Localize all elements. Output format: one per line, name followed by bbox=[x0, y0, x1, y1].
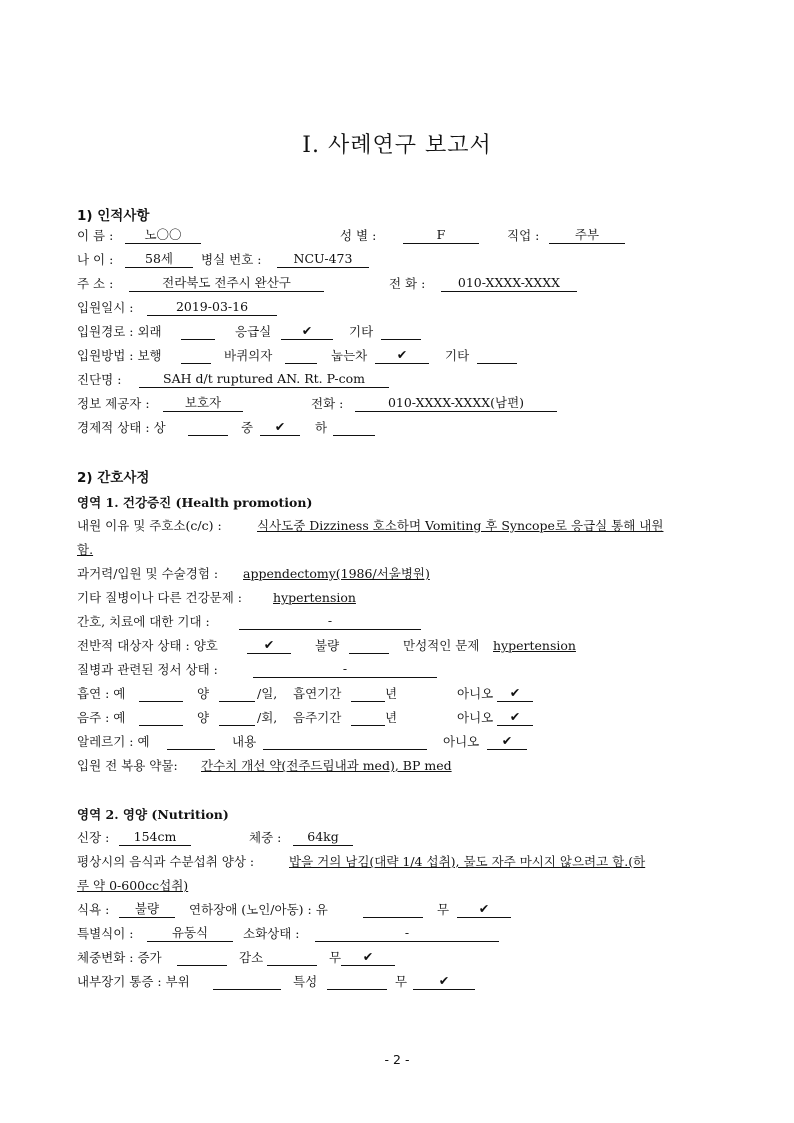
weight-change-up-blank bbox=[177, 948, 227, 966]
report-title: Ⅰ. 사례연구 보고서 bbox=[302, 133, 492, 158]
economic-mid-label: 중 bbox=[241, 420, 254, 435]
row-smoking bbox=[77, 684, 727, 704]
visceral-nature-blank bbox=[327, 972, 387, 990]
drinking-yes-blank bbox=[139, 708, 183, 726]
weight-change-down-blank bbox=[267, 948, 317, 966]
area2-heading: 영역 2. 영양 (Nutrition) bbox=[77, 807, 229, 822]
general-status-label: 전반적 대상자 상태 : 양호 bbox=[77, 638, 218, 653]
diagnosis-value: SAH d/t ruptured AN. Rt. P-com bbox=[139, 370, 389, 388]
past-history-value: appendectomy(1986/서울병원) bbox=[243, 566, 430, 581]
row-chief-complaint-cont bbox=[77, 540, 727, 560]
method-etc-blank bbox=[477, 346, 517, 364]
diet-pattern-value-line2: 루 약 0-600cc섭취) bbox=[77, 878, 189, 893]
expectation-label: 간호, 치료에 대한 기대 : bbox=[77, 614, 210, 629]
informant-label: 정보 제공자 : bbox=[77, 396, 150, 411]
informant-value: 보호자 bbox=[163, 394, 243, 412]
phone-value: 010-XXXX-XXXX bbox=[441, 274, 577, 292]
drinking-label: 음주 : 예 bbox=[77, 710, 126, 725]
visceral-pain-label: 내부장기 통증 : 부위 bbox=[77, 974, 190, 989]
digestion-label: 소화상태 : bbox=[243, 926, 300, 941]
drinking-year-label: 년 bbox=[385, 710, 398, 725]
row-diet-pattern-cont bbox=[77, 876, 727, 896]
route-er-label: 응급실 bbox=[235, 324, 272, 339]
allergy-content-blank bbox=[263, 732, 427, 750]
weight-label: 체중 : bbox=[249, 830, 282, 845]
row-general-status bbox=[77, 636, 727, 656]
method-stretcher-label: 눕는차 bbox=[331, 348, 368, 363]
row-medication bbox=[77, 756, 727, 776]
row-economic bbox=[77, 418, 727, 438]
cc-value-line1: 식사도중 Dizziness 호소하며 Vomiting 후 Syncope로 응급실 통해 내원 bbox=[257, 518, 664, 533]
smoking-label: 흡연 : 예 bbox=[77, 686, 126, 701]
economic-low-label: 하 bbox=[315, 420, 328, 435]
smoking-amount-blank bbox=[219, 684, 255, 702]
row-other-health bbox=[77, 588, 727, 608]
sex-label: 성 별 : bbox=[340, 228, 377, 243]
dysphagia-yes-blank bbox=[363, 900, 423, 918]
weight-value: 64kg bbox=[293, 828, 353, 846]
expectation-value: - bbox=[239, 612, 421, 630]
row-expectation bbox=[77, 612, 727, 632]
method-wheelchair-blank bbox=[285, 346, 317, 364]
address-label: 주 소 : bbox=[77, 276, 114, 291]
section-heading-personal: 1) 인적사항 bbox=[77, 208, 150, 224]
drinking-period-label: 음주기간 bbox=[293, 710, 342, 725]
method-stretcher-check: ✔ bbox=[375, 346, 429, 364]
age-value: 58세 bbox=[125, 250, 193, 268]
allergy-no-label: 아니오 bbox=[443, 734, 480, 749]
drinking-no-check: ✔ bbox=[497, 708, 533, 726]
weight-change-none-label: 무 bbox=[329, 950, 342, 965]
smoking-no-label: 아니오 bbox=[457, 686, 494, 701]
special-diet-value: 유동식 bbox=[147, 924, 233, 942]
economic-high-blank bbox=[188, 418, 228, 436]
economic-label: 경제적 상태 : 상 bbox=[77, 420, 166, 435]
route-outpatient-blank bbox=[181, 322, 215, 340]
row-name bbox=[77, 226, 727, 246]
economic-mid-check: ✔ bbox=[260, 418, 300, 436]
emotion-value: - bbox=[253, 660, 437, 678]
drinking-period-blank bbox=[351, 708, 385, 726]
method-walk-blank bbox=[181, 346, 211, 364]
weight-change-none-check: ✔ bbox=[341, 948, 395, 966]
row-chief-complaint bbox=[77, 516, 727, 536]
dysphagia-no-label: 무 bbox=[437, 902, 450, 917]
weight-change-down-label: 감소 bbox=[239, 950, 264, 965]
route-etc-label: 기타 bbox=[349, 324, 374, 339]
row-height-weight bbox=[77, 828, 727, 848]
general-bad-blank bbox=[349, 636, 389, 654]
route-label: 입원경로 : 외래 bbox=[77, 324, 162, 339]
past-history-label: 과거력/입원 및 수술경험 : bbox=[77, 566, 219, 581]
smoking-year-label: 년 bbox=[385, 686, 398, 701]
row-diet-pattern bbox=[77, 852, 727, 872]
row-weight-change bbox=[77, 948, 727, 968]
smoking-no-check: ✔ bbox=[497, 684, 533, 702]
route-etc-blank bbox=[381, 322, 421, 340]
area1-heading: 영역 1. 건강증진 (Health promotion) bbox=[77, 495, 313, 510]
height-label: 신장 : bbox=[77, 830, 110, 845]
general-good-check: ✔ bbox=[247, 636, 291, 654]
address-value: 전라북도 전주시 완산구 bbox=[129, 274, 324, 292]
smoking-amount-label: 양 bbox=[197, 686, 210, 701]
row-emotion bbox=[77, 660, 727, 680]
general-bad-label: 불량 bbox=[315, 638, 340, 653]
dysphagia-label: 연하장애 (노인/아동) : 유 bbox=[189, 902, 328, 917]
visceral-none-check: ✔ bbox=[413, 972, 475, 990]
general-chronic-value: hypertension bbox=[493, 638, 576, 653]
visceral-site-blank bbox=[213, 972, 281, 990]
room-value: NCU-473 bbox=[277, 250, 369, 268]
economic-low-blank bbox=[333, 418, 375, 436]
row-admit-method bbox=[77, 346, 727, 366]
smoking-yes-blank bbox=[139, 684, 183, 702]
row-special-diet bbox=[77, 924, 727, 944]
drinking-amount-blank bbox=[219, 708, 255, 726]
appetite-value: 불량 bbox=[119, 900, 175, 918]
medication-label: 입원 전 복용 약물: bbox=[77, 758, 178, 773]
section-heading-assessment: 2) 간호사정 bbox=[77, 470, 150, 486]
row-diagnosis bbox=[77, 370, 727, 390]
emotion-label: 질병과 관련된 정서 상태 : bbox=[77, 662, 218, 677]
diet-pattern-label: 평상시의 음식과 수분섭취 양상 : bbox=[77, 854, 255, 869]
row-admit-route bbox=[77, 322, 727, 342]
diet-pattern-value-line1: 밥을 거의 남김(대략 1/4 섭취), 물도 자주 마시지 않으려고 함.(하 bbox=[289, 854, 646, 869]
smoking-unit-label: /일, bbox=[257, 686, 278, 701]
method-etc-label: 기타 bbox=[445, 348, 470, 363]
row-past-history bbox=[77, 564, 727, 584]
name-value: 노〇〇 bbox=[125, 226, 201, 244]
admit-date-label: 입원일시 : bbox=[77, 300, 134, 315]
row-address bbox=[77, 274, 727, 294]
allergy-label: 알레르기 : 예 bbox=[77, 734, 150, 749]
method-wheelchair-label: 바퀴의자 bbox=[224, 348, 273, 363]
job-value: 주부 bbox=[549, 226, 625, 244]
allergy-no-check: ✔ bbox=[487, 732, 527, 750]
appetite-label: 식욕 : bbox=[77, 902, 110, 917]
visceral-nature-label: 특성 bbox=[293, 974, 318, 989]
height-value: 154cm bbox=[119, 828, 191, 846]
row-drinking bbox=[77, 708, 727, 728]
weight-change-label: 체중변화 : 증가 bbox=[77, 950, 162, 965]
route-er-check: ✔ bbox=[281, 322, 333, 340]
row-appetite bbox=[77, 900, 727, 920]
row-visceral-pain bbox=[77, 972, 727, 992]
smoking-period-blank bbox=[351, 684, 385, 702]
other-health-value: hypertension bbox=[273, 590, 356, 605]
dysphagia-no-check: ✔ bbox=[457, 900, 511, 918]
informant-phone-label: 전화 : bbox=[311, 396, 344, 411]
other-health-label: 기타 질병이나 다른 건강문제 : bbox=[77, 590, 243, 605]
visceral-none-label: 무 bbox=[395, 974, 408, 989]
medication-value: 간수치 개선 약(전주드림내과 med), BP med bbox=[201, 758, 452, 773]
smoking-period-label: 흡연기간 bbox=[293, 686, 342, 701]
cc-label: 내원 이유 및 주호소(c/c) : bbox=[77, 518, 222, 533]
cc-value-line2: 함. bbox=[77, 542, 94, 557]
name-label: 이 름 : bbox=[77, 228, 114, 243]
allergy-content-label: 내용 bbox=[232, 734, 257, 749]
admit-date-value: 2019-03-16 bbox=[147, 298, 277, 316]
page-number: - 2 - bbox=[384, 1052, 410, 1067]
digestion-value: - bbox=[315, 924, 499, 942]
drinking-unit-label: /회, bbox=[257, 710, 278, 725]
allergy-yes-blank bbox=[167, 732, 215, 750]
job-label: 직업 : bbox=[507, 228, 540, 243]
row-informant bbox=[77, 394, 727, 414]
drinking-no-label: 아니오 bbox=[457, 710, 494, 725]
drinking-amount-label: 양 bbox=[197, 710, 210, 725]
row-age bbox=[77, 250, 727, 270]
special-diet-label: 특별식이 : bbox=[77, 926, 134, 941]
phone-label: 전 화 : bbox=[389, 276, 426, 291]
method-label: 입원방법 : 보행 bbox=[77, 348, 162, 363]
general-chronic-label: 만성적인 문제 bbox=[403, 638, 480, 653]
age-label: 나 이 : bbox=[77, 252, 114, 267]
informant-phone-value: 010-XXXX-XXXX(남편) bbox=[355, 394, 557, 412]
diagnosis-label: 진단명 : bbox=[77, 372, 122, 387]
sex-value: F bbox=[403, 226, 479, 244]
room-label: 병실 번호 : bbox=[201, 252, 262, 267]
row-admit-date bbox=[77, 298, 727, 318]
row-allergy bbox=[77, 732, 727, 752]
